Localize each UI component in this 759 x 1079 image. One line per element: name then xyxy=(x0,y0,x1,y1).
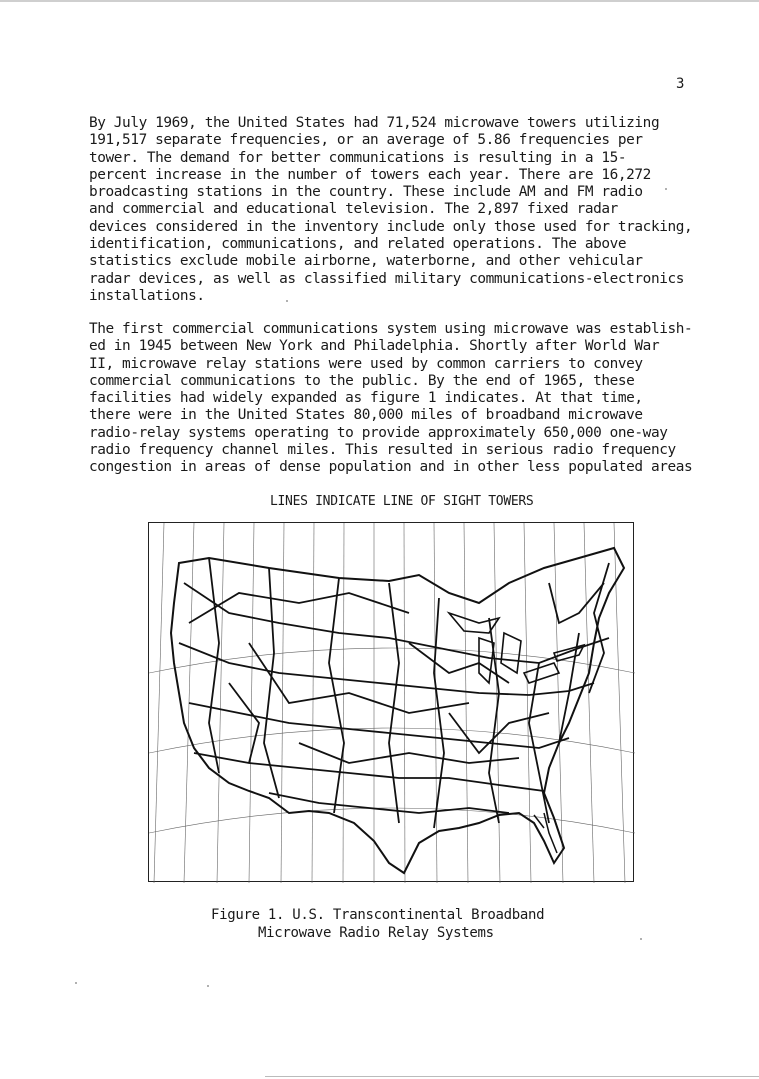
map-caption: LINES INDICATE LINE OF SIGHT TOWERS xyxy=(270,494,534,509)
scan-speck xyxy=(640,938,642,940)
great-lakes xyxy=(449,613,584,683)
figure-caption-line-2: Microwave Radio Relay Systems xyxy=(258,925,494,941)
figure-caption xyxy=(211,906,544,942)
figure-caption-line-1: Figure 1. U.S. Transcontinental Broadband xyxy=(211,907,545,923)
figure-map xyxy=(148,522,634,882)
scan-speck xyxy=(75,982,77,984)
map-graticule xyxy=(149,523,635,883)
us-microwave-map xyxy=(149,523,635,883)
paragraph-2: The first commercial communications system using microwave was establish- ed in 1945 between New York and Philadelphia. Shortly after World War II, microwave relay stations were used by common carriers to convey commercial communications to the public. By the end of 1965, these facilities had widely expanded as figure 1 indicates. At that time, there were in the United States 80,000 miles of broadband microwave radio-relay systems operating to provide approximately 650,000 one-way radio frequency channel miles. This resulted in serious radio frequency congestion in areas of dense population and in other less populated areas xyxy=(89,321,693,476)
top-edge-rule xyxy=(0,0,759,2)
scan-speck xyxy=(286,300,288,302)
scan-speck xyxy=(665,188,667,190)
paragraph-1: By July 1969, the United States had 71,524 microwave towers utilizing 191,517 separate frequencies, or an average of 5.86 frequencies per tower. The demand for better communications is resulting in a 15- percent increase in the number of towers each year. There are 16,272 broadcasting stations in the country. These include AM and FM radio and commercial and educational television. The 2,897 fixed radar devices considered in the inventory include only those used for tracking, identification, communications, and related operations. The above statistics exclude mobile airborne, waterborne, and other vehicular radar devices, as well as classified military communications-electronics installations. xyxy=(89,115,693,304)
scan-speck xyxy=(207,985,209,987)
bottom-edge-rule xyxy=(265,1076,759,1077)
page-number: 3 xyxy=(676,76,685,92)
